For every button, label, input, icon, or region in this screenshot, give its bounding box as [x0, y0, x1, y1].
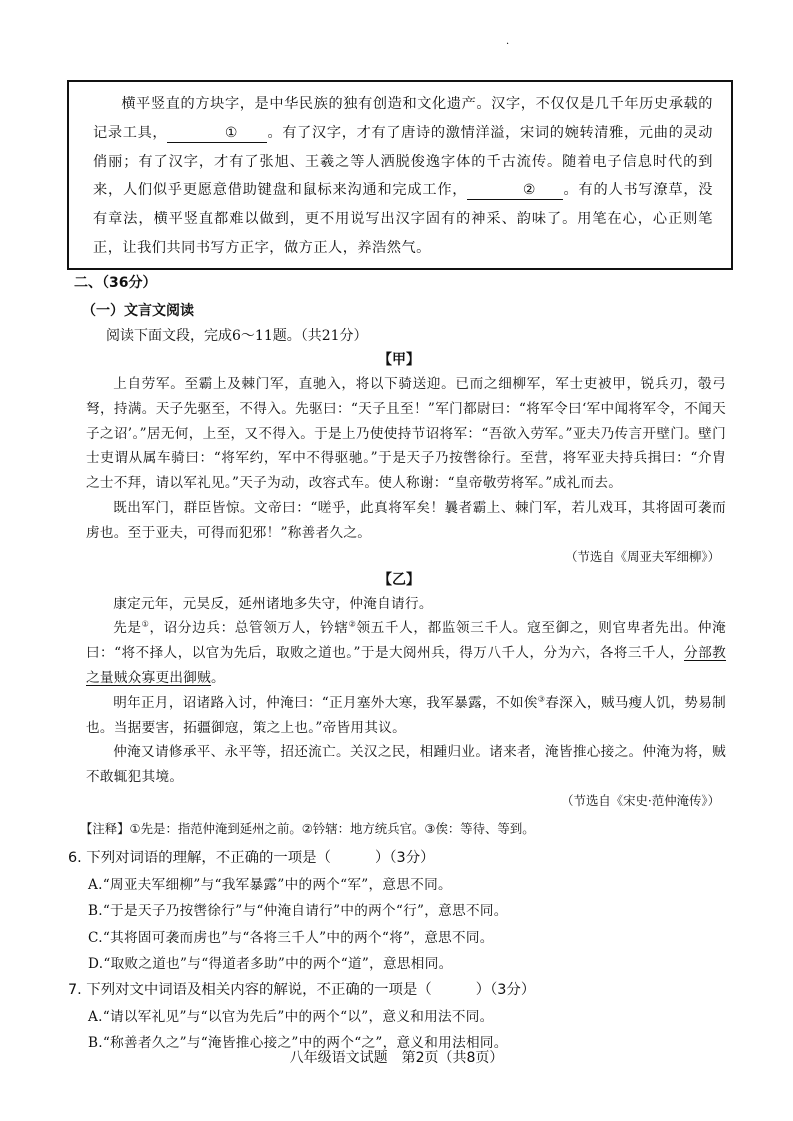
passage-yi-p4: 仲淹又请修承平、永平等，招还流亡。关汉之民，相踵归业。诸来者，淹皆推心接之。仲淹为将，贼不敢辄犯其境。: [86, 744, 726, 786]
yi-p3-text-b: 春深入，贼马瘦人饥，势易制也。当据要害，拓疆御寇，策之上也。”帝皆用其议。: [86, 694, 726, 736]
question-7-stem: [68, 978, 734, 1002]
yi-p2-text-c: 领五千人，都监领三千人。寇至御之，则官卑者先出。仲淹曰：“将不择人，以官为先后，取败之道也。”于是大阅州兵，得万八千人，分为六，各将三千人，: [86, 620, 726, 662]
section-classical-heading: （一）文言文阅读: [82, 303, 194, 319]
main-content: [64, 272, 734, 1057]
passage-yi-source: （节选自《宋史·范仲淹传》）: [561, 792, 720, 808]
note-marker-1: ①: [141, 619, 150, 629]
passage-yi-p3: [86, 691, 726, 741]
yi-p2-text-a: 先是: [113, 620, 142, 637]
q7-option-a: A.“请以军礼见”与“以官为先后”中的两个“以”，意义和用法不同。: [88, 1008, 494, 1025]
q7-stem-a: 7. 下列对文中词语及相关内容的解说，不正确的一项是（: [68, 981, 432, 998]
passage-yi-p2: [86, 616, 726, 690]
q6-option-d: D.“取败之道也”与“得道者多助”中的两个“道”，意思相同。: [88, 956, 453, 973]
blank-2: ②: [467, 181, 563, 200]
box-text-3: 。有的人书写潦草，没有章法，横平竖直都难以做到，更不用说写出汉字固有的神采、韵味了。用笔在心，心正则笔正，让我们共同书写方正字，做方正人，养浩然气。: [93, 182, 713, 256]
note-marker-3: ③: [537, 694, 546, 704]
q7-stem-b: ）（3分）: [475, 981, 536, 998]
box-text-2: 。有了汉字，才有了唐诗的激情洋溢，宋词的婉转清雅，元曲的灵动俏丽；有了汉字，才有了张旭、王羲之等人洒脱俊逸字体的千古流传。随着电子信息时代的到来，人们似乎更愿意借助键盘和鼠标来沟通和完成工作，: [93, 124, 713, 199]
yi-p3-text-a: 明年正月，诏诸路入讨，仲淹曰：“正月塞外大寒，我军暴露，不如俟: [113, 694, 538, 711]
question-6-stem: [68, 846, 734, 870]
passage-jia: [86, 372, 726, 546]
blank-1: ①: [167, 124, 267, 143]
q6-option-a: A.“周亚夫军细柳”与“我军暴露”中的两个“军”，意思不同。: [88, 876, 452, 893]
page-footer: 八年级语文试题 第2页（共8页）: [289, 1050, 504, 1066]
box-text-1: 横平竖直的方块字，是中华民族的独有创造和文化遗产。汉字，不仅仅是几千年历史承载的记录工具，: [93, 96, 713, 141]
underlined-sentence: 分部教之量贼众寡更出御贼: [86, 645, 727, 686]
q6-option-c: C.“其将固可袭而虏也”与“各将三千人”中的两个“将”，意思不同。: [88, 929, 494, 946]
annotations: 【注释】①先是：指范仲淹到延州之前。②钤辖：地方统兵官。③俟：等待、等到。: [80, 820, 535, 836]
passage-jia-title: 【甲】: [378, 352, 420, 368]
scan-mark: ·: [506, 39, 510, 50]
passage-jia-source: （节选自《周亚夫军细柳》）: [565, 548, 720, 564]
section-2-heading: 二、（36分）: [74, 275, 157, 291]
note-marker-2: ②: [348, 619, 357, 629]
passage-jia-p1: 上自劳军。至霸上及棘门军，直驰入，将以下骑送迎。已而之细柳军，军士吏被甲，锐兵刃，彀弓弩，持满。天子先驱至，不得入。先驱曰：“天子且至！”军门都尉曰：“将军令曰‘军中闻将军令，不闻天子之诏’。”居无何，上至，又不得入。于是上乃使使持节诏将军：“吾欲入劳军。”亚夫乃传言开壁门。壁门士吏谓从属车骑曰：“将军约，军中不得驱驰。”于是天子乃按辔徐行。至营，将军亚夫持兵揖曰：“介胄之士不拜，请以军礼见。”天子为动，改容式车。使人称谢：“皇帝敬劳将军。”成礼而去。: [86, 376, 726, 492]
passage-jia-p2: 既出军门，群臣皆惊。文帝曰：“嗟乎，此真将军矣！曩者霸上、棘门军，若儿戏耳，其将固可袭而虏也。至于亚夫，可得而犯邪！”称善者久之。: [86, 499, 726, 541]
box-paragraph: [93, 90, 713, 263]
yi-p2-text-b: ，诏分边兵：总管领万人，钤辖: [149, 620, 349, 637]
passage-yi-title: 【乙】: [378, 571, 420, 588]
q6-option-b: B.“于是天子乃按辔徐行”与“仲淹自请行”中的两个“行”，意思不同。: [88, 903, 508, 920]
q7-option-b: B.“称善者久之”与“淹皆推心接之”中的两个“之”，意义和用法相同。: [88, 1035, 508, 1052]
yi-p2-text-d: 。: [211, 669, 225, 686]
reading-instruction: 阅读下面文段，完成6～11题。（共21分）: [106, 328, 368, 344]
passage-yi-p1: 康定元年，元昊反，延州诸地多失守，仲淹自请行。: [113, 595, 433, 612]
q6-stem-b: ）（3分）: [374, 849, 435, 866]
bordered-passage-box: [67, 80, 733, 270]
q6-stem-a: 6. 下列对词语的理解，不正确的一项是（: [68, 849, 331, 866]
passage-yi: [86, 592, 726, 790]
